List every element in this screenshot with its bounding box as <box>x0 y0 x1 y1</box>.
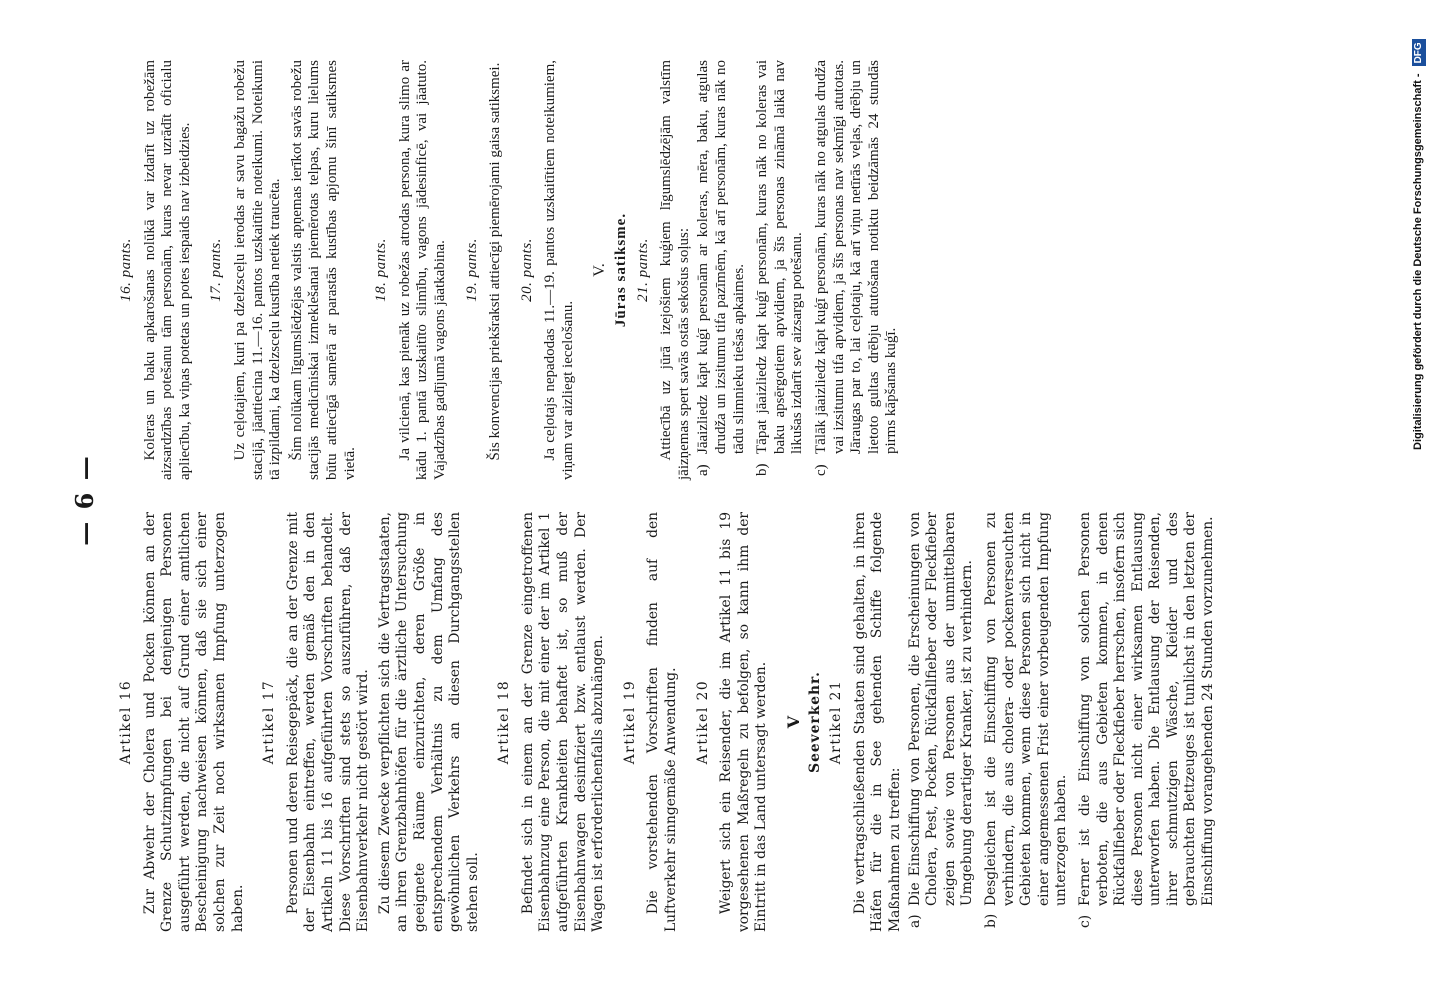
list-item <box>1077 512 1218 932</box>
article-17-text-de-2: Zu diesem Zwecke verpflichten sich die Vertragsstaaten, an ihren Grenzbahnhöfen für die ärztliche Untersuchung geeignete Räume einzurichten, deren Größe in entsprechendem Verhältnis zu dem Umfang des gewöhnlichen Verkehrs an diesen Durchgangsstellen stehen soll. <box>376 512 481 932</box>
article-20-text-de: Weigert sich ein Reisender, die im Artikel 11 bis 19 vorgesehenen Maßregeln zu befolgen, so kann ihm der Eintritt in das Land untersagt werden. <box>718 512 770 932</box>
article-18-text-de: Befindet sich in einem an der Grenze eingetroffenen Eisenbahnzug eine Person, die mit einer der im Artikel 1 aufgeführten Krankheiten behaftet ist, so muß der Eisenbahnwagen desinfiziert bzw. entlaust werden. Der Wagen ist erforderlichenfalls abzuhängen. <box>519 512 607 932</box>
item-text: Tāpat jāaizliedz kāpt kuģī personām, kuras nāk no koleras vai baku apsērgotiem apvidiem, ja šīs personas zināmā laikā nav likušas izdarīt sev aizsargu potešanu. <box>754 60 806 454</box>
article-21-text-lv: Attiecībā uz jūrā izejošiem kuģiem līgumslēdzējām valstīm jāizņemas spert savās ostās sekošus soļus: <box>658 60 692 480</box>
article-20-heading-de: Artikel 20 <box>694 679 711 765</box>
article-18-heading-de: Artikel 18 <box>496 679 513 765</box>
latvian-column <box>118 60 907 480</box>
article-18-heading-lv: 18. pants. <box>373 238 390 302</box>
section-title-de: Seeverkehr. <box>806 671 823 773</box>
dfg-logo: DFG <box>1412 39 1426 66</box>
article-19-heading-de: Artikel 19 <box>621 679 638 765</box>
article-17-text-lv-2: Šim nolūkam līgumslēdzējas valstis apņemas ierīkot savās robežu stacijās medicīniskai izmeklešanai piemērotas telpas, kuru lielums būtu attiecīgā samērā ar parastās kustības apjomu šinī satiksmes vietā. <box>288 60 358 480</box>
item-text: Die Einschiffung von Personen, die Erscheinungen von Cholera, Pest, Pocken, Rückfallfieber oder Fleckfieber zeigen sowie von Personen aus der unmittelbaren Umgebung derartiger Kranker, ist zu verhindern. <box>906 512 976 906</box>
article-21-heading-de: Artikel 21 <box>828 679 845 765</box>
section-number-lv: V. <box>591 263 609 277</box>
item-text: Tālāk jāaizliedz kāpt kuģī personām, kuras nāk no atgulas drudža vai izsitumu tifa apvidiem, ja šīs personas nav sekmīgi atutotas. Jāraugas par to, lai ceļotaju, kā arī viņu netīrās veļas, drēbju un lietoto gultas drēbju atutošana notiktu beidzāmās 24 stundās pirms kāpšanas kuģī. <box>813 60 900 454</box>
item-label: a) <box>906 914 923 928</box>
item-text: Ferner ist die Einschiffung von solchen Personen verboten, die aus Gebieten kommen, in denen Rückfallfieber oder Fleckfieber herrschen, insofern sich diese Personen nicht einer wirksamen Entlausung unterworfen haben. Die Entlausung der Reisenden, ihrer schmutzigen Wäsche, Kleider und des gebrauchten Bettzeuges ist tunlichst in den letzten der Einschiffung vorangehenden 24 Stunden vorzunehmen. <box>1076 512 1217 906</box>
article-19-heading-lv: 19. pants. <box>463 238 480 302</box>
list-item <box>813 60 901 480</box>
article-19-text-de: Die vorstehenden Vorschriften finden auf den Luftverkehr sinngemäße Anwendung. <box>645 512 680 932</box>
article-16-heading-lv: 16. pants. <box>118 238 134 302</box>
article-16-heading-de: Artikel 16 <box>118 679 134 765</box>
german-column <box>118 512 1224 932</box>
item-label: c) <box>1076 914 1093 928</box>
item-text: Desgleichen ist die Einschiffung von Personen zu verhindern, die aus cholera- oder pockenverseuchten Gebieten kommen, wenn diese Personen sich nicht in einer angemessenen Frist einer vorbeugenden Impfung unterzogen haben. <box>982 512 1070 906</box>
credit-text: Digitalisierung gefördert durch die Deutsche Forschungsgemeinschaft - <box>1412 73 1424 450</box>
item-label: b) <box>982 913 999 928</box>
item-label: c) <box>813 464 829 476</box>
article-21-text-de: Die vertragschließenden Staaten sind gehalten, in ihren Häfen für die in See gehenden Schiffe folgende Maßnahmen zu treffen: <box>851 512 903 932</box>
list-item <box>983 512 1071 932</box>
article-21-heading-lv: 21. pants. <box>634 238 651 302</box>
article-18-text-lv: Ja vilcienā, kas pienāk uz robežas atrodas persona, kura slimo ar kādu 1. pantā uzskaitīto slimību, vagons jādesinficē, vai jāatuto. Vajadzības gadījumā vagons jāatkabina. <box>396 60 448 480</box>
article-20-text-lv: Ja ceļotajs nepadodas 11.—19. pantos uzskaitītiem noteikumiem, viņam var aizliegt iecelošanu. <box>542 60 576 480</box>
article-19-text-lv: Šis konvencijas priekšraksti attiecīgi piemērojami gaisa satiksmei. <box>487 62 504 461</box>
section-title-lv: Jūras satiksme. <box>613 212 630 328</box>
list-item <box>695 60 748 480</box>
item-label: b) <box>754 463 771 476</box>
page-number: — 6 — <box>70 454 99 546</box>
list-item <box>754 60 807 480</box>
article-17-text-de-1: Personen und deren Reisegepäck, die an der Grenze mit der Eisenbahn eintreffen, werden gemäß den in den Artikeln 11 bis 16 aufgeführten Vorschriften behandelt. Diese Vorschriften sind stets so auszuführen, daß der Eisenbahnverkehr nicht gestört wird. <box>284 512 372 932</box>
article-17-heading-de: Artikel 17 <box>261 679 278 765</box>
article-16-text-lv: Koleras un baku apkarošanas nolūkā var izdarīt uz robežām aizsardzības potešanu tām personām, kuras nevar uzrādīt oficialu apliecību, ka viņas potetas un potes iespaids nav izbeidzies. <box>141 60 193 480</box>
article-17-text-lv-1: Uz ceļotajiem, kuri pa dzelzsceļu ierodas ar savu bagažu robežu stacijā, jāattiecina 11.—16. pantos uzskaitītie noteikumi. Noteikumi tā izpildami, ka dzelzsceļu kustība netiek traucēta. <box>231 60 284 480</box>
article-20-heading-lv: 20. pants. <box>518 238 535 302</box>
article-17-heading-lv: 17. pants. <box>208 238 225 302</box>
article-16-text-de: Zur Abwehr der Cholera und Pocken können an der Grenze Schutzimpfungen bei denjenigen Personen ausgeführt werden, die nicht auf Grund einer amtlichen Bescheinigung nachweisen können, daß sie sich einer solchen zur Zeit noch wirksamen Impfung unterzogen haben. <box>141 512 246 932</box>
item-text: Jāaizliedz kāpt kuģī personām ar koleras, mēra, baku, atgulas drudža un izsitumu tifa pazīmēm, kā arī personām, kuras nāk no tādu slimnieku tiešas apkaimes. <box>695 60 747 454</box>
section-number-de: V <box>784 715 803 729</box>
list-item <box>907 512 977 932</box>
item-label: a) <box>695 464 712 476</box>
digitization-credit <box>1408 10 1428 450</box>
